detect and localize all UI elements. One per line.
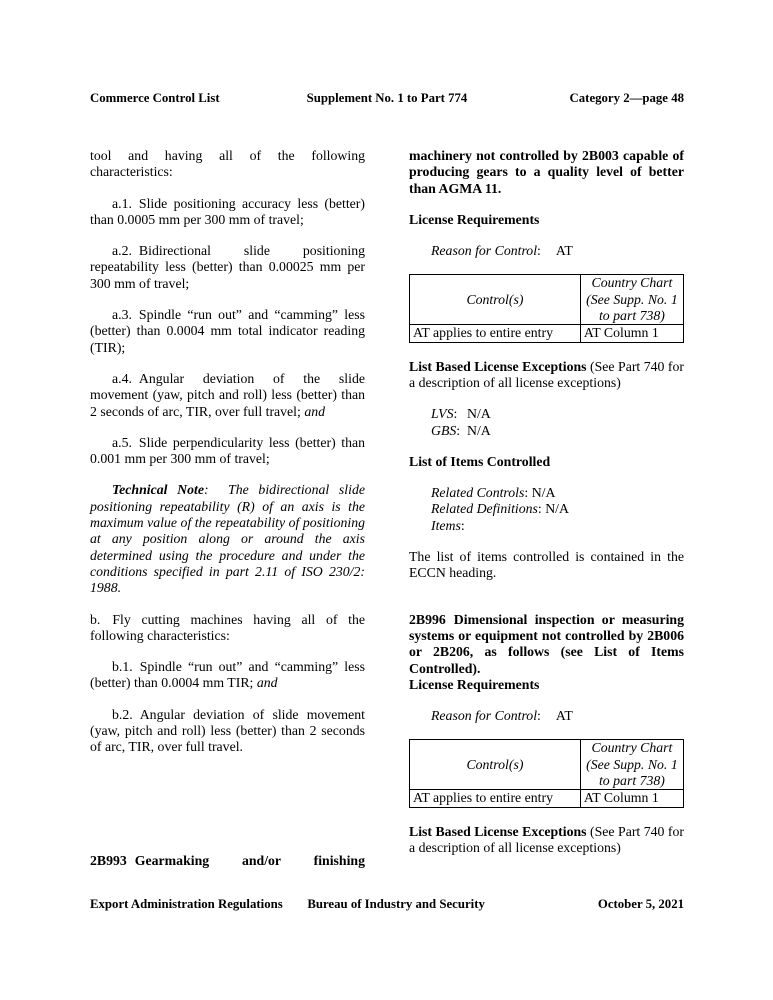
- item-a4-and: and: [304, 403, 326, 419]
- country-chart-line2: (See Supp. No. 1: [586, 756, 678, 772]
- item-a2: [90, 243, 365, 292]
- license-requirements-heading-1: [409, 212, 684, 228]
- footer-date: October 5, 2021: [597, 897, 684, 911]
- exception-lvs: [431, 406, 684, 422]
- eccn-2b993-heading: [90, 853, 365, 869]
- page-header: [90, 90, 684, 106]
- country-chart-value-1: AT Column 1: [580, 325, 683, 342]
- item-a1-label: a.1.: [112, 195, 132, 211]
- country-chart-header-cell-1: [580, 275, 683, 325]
- colon: :: [456, 422, 461, 438]
- item-a2-text: Bidirectional slide positioning repeatability less (better) than 0.00025 mm per 300 mm of travel;: [90, 243, 365, 291]
- license-requirements-label-2: License Requirements: [409, 676, 540, 692]
- control-table-1-header-row: [410, 275, 684, 325]
- item-a1-text: Slide positioning accuracy less (better) than 0.0005 mm per 300 mm of travel;: [90, 195, 365, 227]
- item-a3-text: Spindle “run out” and “camming” less (better) than 0.0004 mm total indicator reading (TIR);: [90, 307, 365, 355]
- related-controls-line: [431, 485, 684, 501]
- items-label: Items: [431, 517, 461, 533]
- reason-for-control-value-1: AT: [555, 243, 573, 259]
- reason-for-control-2: [409, 708, 684, 724]
- list-based-label-1: List Based License Exceptions: [409, 358, 587, 374]
- item-b1: [90, 659, 365, 692]
- related-controls-value: N/A: [531, 485, 556, 501]
- country-chart-line1: Country Chart: [591, 740, 673, 756]
- continuation-paragraph: [90, 148, 365, 181]
- related-definitions-label: Related Definitions: [431, 501, 538, 517]
- item-a3-label: a.3.: [112, 307, 132, 323]
- item-a4: [90, 371, 365, 420]
- country-chart-value-2: AT Column 1: [580, 790, 683, 807]
- technical-note-label: Technical Note: [112, 482, 204, 498]
- page-footer: [90, 896, 684, 912]
- technical-note-body: : The bidirectional slide positioning repeatability (R) of an axis is the maximum value of the repeatability of positioning at any position along or around the axis determined using the procedure and under the conditions specified in part 2.11 of ISO 230/2: 1988.: [90, 482, 365, 596]
- document-body: [90, 148, 684, 871]
- country-chart-header-cell-2: [580, 740, 683, 790]
- items-paragraph: [409, 549, 684, 582]
- item-a5-text: Slide perpendicularity less (better) than 0.001 mm per 300 mm of travel;: [90, 434, 365, 467]
- controls-header-cell-2: [410, 740, 581, 790]
- reason-for-control-label-1: Reason for Control: [431, 243, 538, 259]
- technical-note: [90, 482, 365, 596]
- controls-value-2: AT applies to entire entry: [410, 790, 581, 807]
- items-line: [431, 518, 684, 534]
- related-list: [409, 485, 684, 534]
- exception-gbs: [431, 423, 684, 439]
- footer-bureau: Bureau of Industry and Security: [307, 897, 485, 911]
- item-b: [90, 612, 365, 645]
- item-a5: [90, 435, 365, 468]
- list-based-rest-1: (See Part 740 for a description of all license exceptions): [409, 358, 684, 390]
- related-controls-label: Related Controls: [431, 485, 525, 501]
- eccn-2b996-code: 2B996: [409, 611, 446, 627]
- colon: :: [453, 406, 458, 422]
- item-a4-text: Angular deviation of the slide movement (yaw, pitch and roll) less (better) than 2 seconds of arc, TIR, over full travel;: [90, 370, 365, 419]
- related-definitions-line: [431, 501, 684, 517]
- header-supplement: Supplement No. 1 to Part 774: [306, 91, 468, 105]
- item-a3: [90, 307, 365, 356]
- item-a2-label: a.2.: [112, 243, 132, 259]
- item-b2-text: Angular deviation of slide movement (yaw, pitch and roll) less (better) than 2 seconds of arc, TIR, over full travel.: [90, 706, 365, 755]
- control-table-2-data-row: [410, 790, 684, 807]
- item-a1: [90, 196, 365, 229]
- list-of-items-heading: [409, 454, 684, 470]
- eccn-2b996-heading: [409, 612, 684, 677]
- continuation-text: tool and having all of the following characteristics:: [90, 148, 365, 180]
- colon: :: [537, 708, 541, 724]
- control-table-2-header-row: [410, 740, 684, 790]
- controls-header-1: Control(s): [466, 291, 524, 307]
- eccn-2b993-title: Gearmaking and/or finishing: [134, 852, 365, 868]
- related-definitions-value: N/A: [545, 501, 569, 517]
- exception-gbs-code: GBS: [431, 422, 457, 438]
- country-chart-line1: Country Chart: [591, 275, 673, 291]
- license-requirements-heading-2: [409, 677, 684, 693]
- item-b2: [90, 707, 365, 756]
- exception-gbs-value: N/A: [467, 422, 491, 438]
- list-based-exceptions-1: [409, 359, 684, 392]
- item-b-label: b.: [90, 611, 101, 627]
- control-table-1: [409, 274, 684, 342]
- list-based-label-2: List Based License Exceptions: [409, 823, 587, 839]
- controls-value-1: AT applies to entire entry: [410, 325, 581, 342]
- list-based-exceptions-2: [409, 824, 684, 857]
- country-chart-line2: (See Supp. No. 1: [586, 291, 678, 307]
- controls-header-cell-1: [410, 275, 581, 325]
- list-based-rest-2: (See Part 740 for a description of all license exceptions): [409, 823, 684, 855]
- eccn-2b995-continuation: [409, 148, 684, 197]
- exception-lvs-code: LVS: [431, 406, 454, 422]
- control-table-2: [409, 739, 684, 807]
- eccn-2b993-code: 2B993: [90, 852, 127, 868]
- item-b1-and: and: [256, 675, 278, 691]
- reason-for-control-1: [409, 243, 684, 259]
- list-of-items-label: List of Items Controlled: [409, 453, 551, 469]
- reason-for-control-label-2: Reason for Control: [431, 708, 538, 724]
- license-requirements-label-1: License Requirements: [409, 211, 540, 227]
- controls-header-2: Control(s): [466, 756, 524, 772]
- colon: :: [460, 517, 465, 533]
- right-column: [409, 148, 684, 871]
- license-exceptions-list: [409, 406, 684, 439]
- eccn-2b995-text: machinery not controlled by 2B003 capable of producing gears to a quality level of better than AGMA 11.: [409, 148, 684, 196]
- items-paragraph-text: The list of items controlled is contained in the ECCN heading.: [409, 549, 684, 581]
- item-a4-label: a.4.: [112, 370, 132, 386]
- item-a5-label: a.5.: [112, 434, 132, 450]
- eccn-2b996-title: Dimensional inspection or measuring systems or equipment not controlled by 2B006 or 2B206, as follows (see List of Items Controlled).: [409, 611, 684, 676]
- item-b2-label: b.2.: [112, 706, 133, 722]
- colon: :: [537, 501, 542, 517]
- item-b-text: Fly cutting machines having all of the following characteristics:: [90, 611, 365, 643]
- footer-regulations: Export Administration Regulations: [90, 897, 283, 911]
- exception-lvs-value: N/A: [467, 406, 491, 422]
- country-chart-line3: to part 738): [598, 773, 665, 789]
- item-b1-text: Spindle “run out” and “camming” less (better) than 0.0004 mm TIR;: [90, 659, 365, 691]
- reason-for-control-value-2: AT: [555, 708, 573, 724]
- header-page-number: Category 2—page 48: [569, 91, 684, 105]
- item-b1-label: b.1.: [112, 659, 133, 675]
- colon: :: [524, 485, 529, 501]
- country-chart-line3: to part 738): [598, 308, 665, 324]
- colon: :: [537, 243, 541, 259]
- header-title: Commerce Control List: [90, 91, 220, 105]
- left-column: [90, 148, 365, 871]
- control-table-1-data-row: [410, 325, 684, 342]
